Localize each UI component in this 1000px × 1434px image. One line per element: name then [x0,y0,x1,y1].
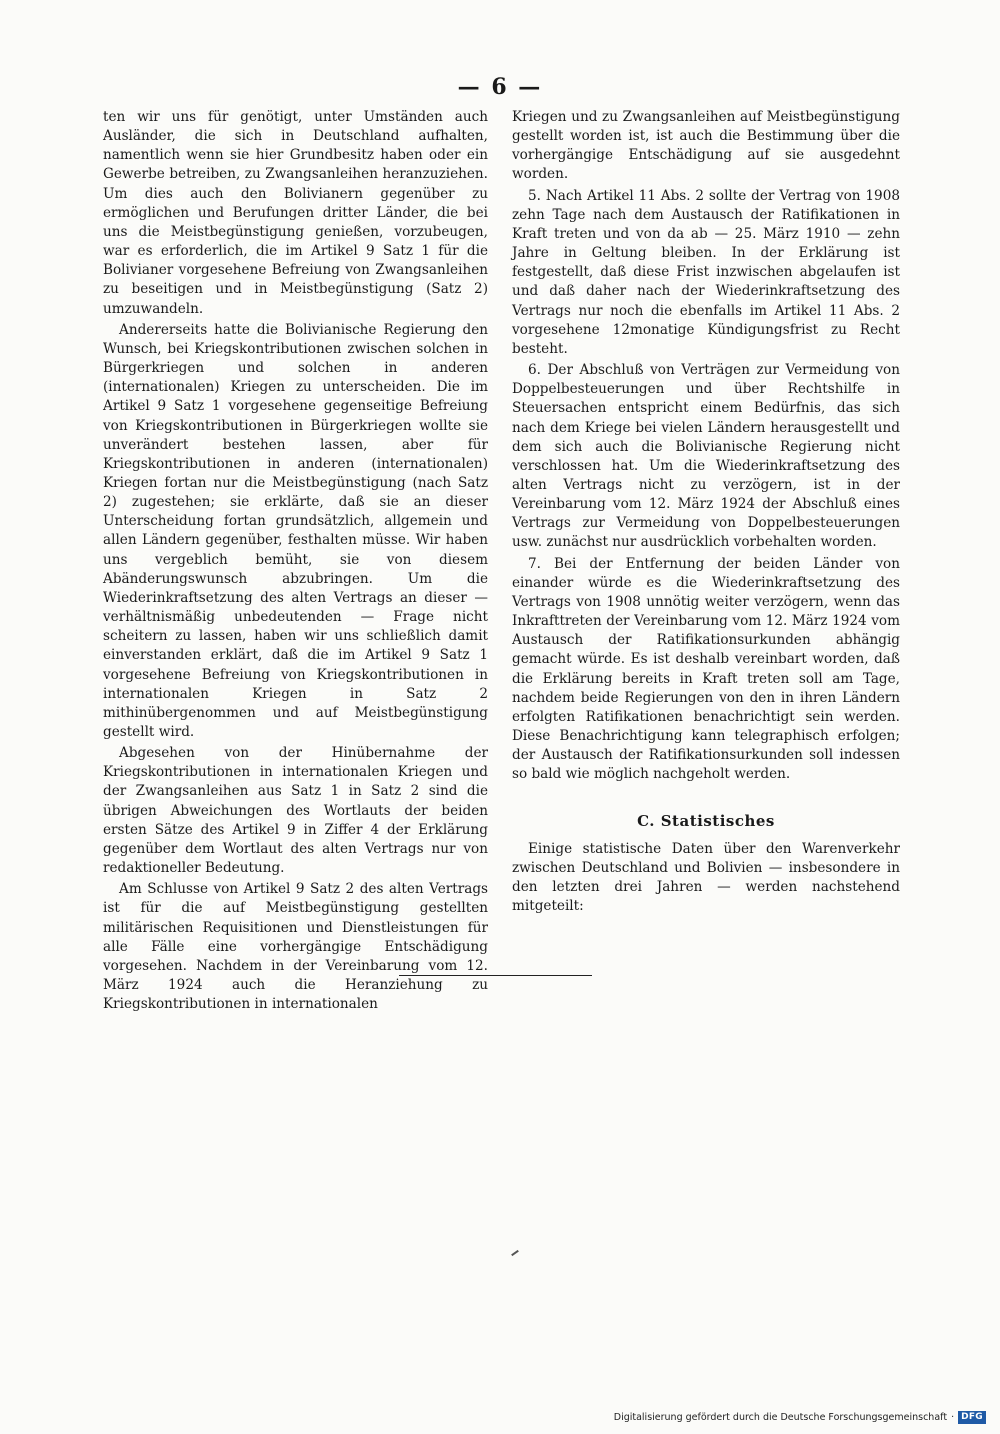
body-paragraph: ten wir uns für genötigt, unter Umständen auch Ausländer, die sich in Deutschland aufhalten, namentlich wenn sie hier Grundbesitz haben oder ein Gewerbe betreiben, zu Zwangsanleihen heranzuziehen. Um dies auch den Bolivianern gegenüber zu ermöglichen und Berufungen dritter Länder, die bei uns die Meistbegünstigung genießen, vorzubeugen, war es erforderlich, die im Artikel 9 Satz 1 für die Bolivianer vorgesehene Befreiung von Zwangsanleihen zu beseitigen und in Meistbegünstigung (Satz 2) umzuwandeln. [103,109,488,317]
section-intro-paragraph: Einige statistische Daten über den Warenverkehr zwischen Deutschland und Bolivien — insbesondere in den letzten drei Jahren — werden nachstehend mitgeteilt: [512,840,900,915]
body-paragraph: Andererseits hatte die Bolivianische Regierung den Wunsch, bei Kriegskontributionen zwischen solchen in Bürgerkriegen und solchen in anderen (internationalen) Kriegen zu unterscheiden. Die im Artikel 9 Satz 1 vorgesehene gegenseitige Befreiung von Kriegskontributionen in Bürgerkriegen wollte sie unverändert bestehen lassen, aber für Kriegskontributionen in anderen (internationalen) Kriegen fortan nur die Meistbegünstigung (nach Satz 2) zugestehen; sie erklärte, daß sie an dieser Unterscheidung fortan grundsätzlich, allgemein und allen Ländern gegenüber, festhalten müsse. Wir haben uns vergeblich bemüht, sie von diesem Abänderungswunsch abzubringen. Um die Wiederinkraftsetzung des alten Vertrags an dieser — verhältnismäßig unbedeutenden — Frage nicht scheitern zu lassen, haben wir uns schließlich damit einverstanden erklärt, daß die im Artikel 9 Satz 1 vorgesehene Befreiung von Kriegskontributionen in internationalen Kriegen in Satz 2 mithinübergenommen und auf Meistbegünstigung gestellt wird. [103,321,488,740]
footer-separator: · [951,1412,955,1423]
page-number: — 6 — [457,74,543,100]
right-column [512,108,900,916]
numbered-paragraph-6: 6. Der Abschluß von Verträgen zur Vermeidung von Doppelbesteuerungen und über Rechtshilfe in Steuersachen entspricht einem Bedürfnis, das sich nach dem Kriege bei vielen Ländern herausgestellt und dem sich auch die Bolivianische Regierung nicht verschlossen hat. Um die Wiederinkraftsetzung des alten Vertrags nicht zu verzögern, ist in der Vereinbarung vom 12. März 1924 der Abschluß eines Vertrags zur Vermeidung von Doppelbesteuerungen usw. zunächst nur ausdrücklich vorbehalten worden. [512,362,900,551]
body-paragraph: Abgesehen von der Hinübernahme der Kriegskontributionen in internationalen Kriegen und der Zwangsanleihen aus Satz 1 in Satz 2 sind die übrigen Abweichungen des Wortlauts der beiden ersten Sätze des Artikel 9 in Ziffer 4 der Erklärung gegenüber dem Wortlaut des alten Vertrags nur von redaktioneller Bedeutung. [103,745,488,877]
body-paragraph: Am Schlusse von Artikel 9 Satz 2 des alten Vertrags ist für die auf Meistbegünstigung gestellten militärischen Requisitionen und Dienstleistungen für alle Fälle eine vorhergängige Entschädigung vorgesehen. Nachdem in der Vereinbarung vom 12. März 1924 auch die Heranziehung zu Kriegskontributionen in internationalen [103,881,488,1013]
numbered-paragraph-5: 5. Nach Artikel 11 Abs. 2 sollte der Vertrag von 1908 zehn Tage nach dem Austausch der Ratifikationen in Kraft treten und von da ab — 25. März 1910 — zehn Jahre in Geltung bleiben. In der Erklärung ist festgestellt, daß diese Frist inzwischen abgelaufen ist und daß daher nach der Wiederinkraftsetzung des Vertrags nur noch die ebenfalls im Artikel 11 Abs. 2 vorgesehene 12monatige Kündigungsfrist zu Recht besteht. [512,187,900,357]
section-heading: C. Statistisches [637,812,775,831]
digitization-footer [614,1411,986,1424]
dfg-logo-icon: DFG [958,1411,986,1424]
numbered-paragraph-7: 7. Bei der Entfernung der beiden Länder von einander würde es die Wiederinkraftsetzung des Vertrags von 1908 unnötig weiter verzögern, wenn das Inkrafttreten der Vereinbarung vom 12. März 1924 vom Austausch der Ratifikationsurkunden abhängig gemacht würde. Es ist deshalb vereinbart worden, daß die Erklärung bereits in Kraft treten soll am Tage, nachdem beide Regierungen von den in ihren Ländern erfolgten Ratifikationen benachrichtigt sein werden. Diese Benachrichtigung kann telegraphisch erfolgen; der Austausch der Ratifikationsurkunden soll indessen so bald wie möglich nachgeholt werden. [512,555,900,783]
footer-text: Digitalisierung gefördert durch die Deutsche Forschungsgemeinschaft [613,1412,948,1423]
closing-rule [399,975,592,976]
left-column [103,108,488,1014]
body-paragraph: Kriegen und zu Zwangsanleihen auf Meistbegünstigung gestellt worden ist, ist auch die Bestimmung über die vorhergängige Entschädigung auf sie ausgedehnt worden. [512,109,900,183]
stray-ink-mark [511,1250,519,1256]
